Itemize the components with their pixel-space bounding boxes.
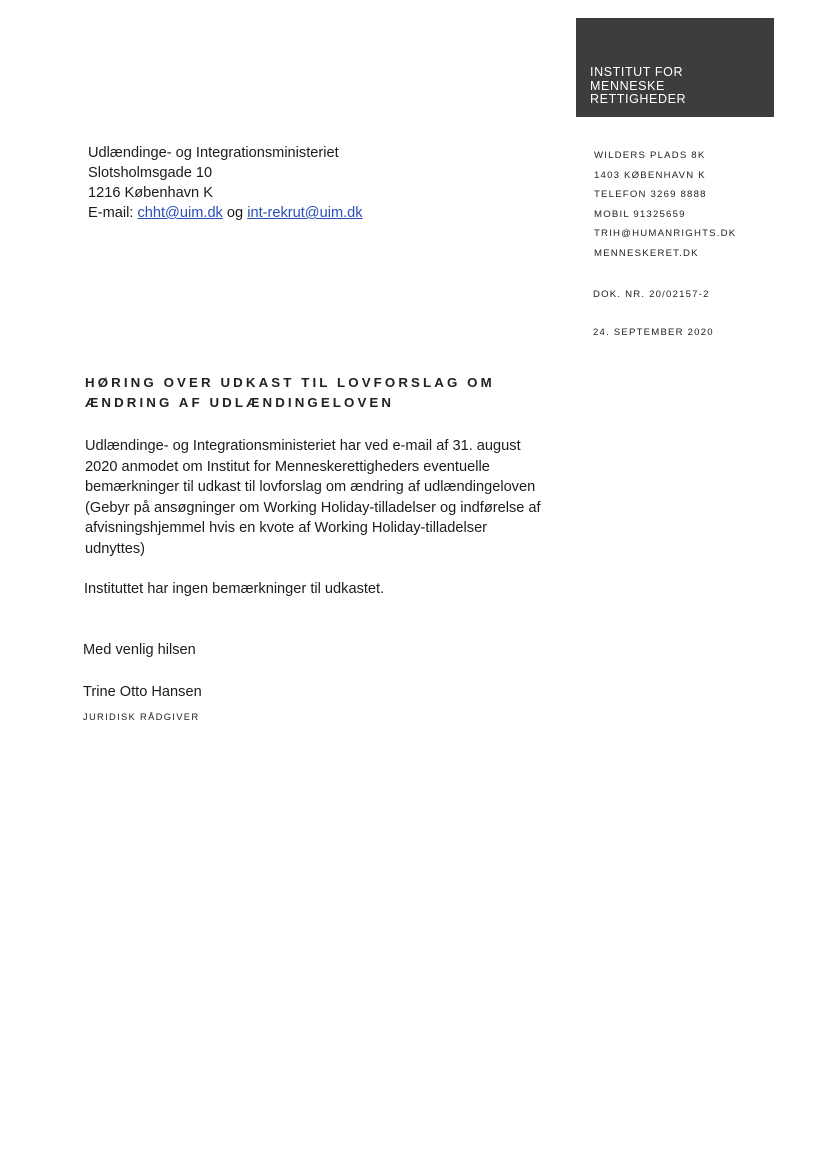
recipient-street: Slotsholmsgade 10 xyxy=(88,165,213,181)
body-line: (Gebyr på ansøgninger om Working Holiday-tilladelser og indførelse af xyxy=(85,499,541,516)
sender-phone: TELEFON 3269 8888 xyxy=(594,189,707,200)
signer-title: JURIDISK RÅDGIVER xyxy=(83,711,200,722)
body-line: udnyttes) xyxy=(85,540,146,557)
body-line: bemærkninger til udkast til lovforslag om ændring af udlændingeloven xyxy=(85,479,536,495)
heading-line: HØRING OVER UDKAST TIL LOVFORSLAG OM xyxy=(85,375,495,390)
letter-date: 24. SEPTEMBER 2020 xyxy=(593,327,714,338)
recipient-address xyxy=(88,143,363,223)
sender-contact-block xyxy=(594,150,736,267)
letter-heading xyxy=(85,373,495,413)
email-prefix: E-mail: xyxy=(88,205,134,221)
logo-line: MENNESKE xyxy=(590,78,665,93)
sender-mobile: MOBIL 91325659 xyxy=(594,208,686,220)
body-paragraph xyxy=(85,436,575,559)
sender-city: 1403 KØBENHAVN K xyxy=(594,169,706,181)
body-line: Udlændinge- og Integrationsministeriet har ved e-mail af 31. august xyxy=(85,438,521,454)
body-line: afvisningshjemmel hvis en kvote af Working Holiday-tilladelser xyxy=(85,520,488,536)
heading-line: ÆNDRING AF UDLÆNDINGELOVEN xyxy=(85,395,395,410)
sender-website: MENNESKERET.DK xyxy=(594,247,699,259)
document-number: DOK. NR. 20/02157-2 xyxy=(593,289,710,300)
logo-text xyxy=(590,66,686,107)
email-link-secondary[interactable]: int-rekrut@uim.dk xyxy=(247,205,363,221)
body-paragraph-2: Instituttet har ingen bemærkninger til udkastet. xyxy=(84,581,385,597)
sender-email: TRIH@HUMANRIGHTS.DK xyxy=(594,228,737,239)
sender-address: WILDERS PLADS 8K xyxy=(594,150,706,161)
logo-line: RETTIGHEDER xyxy=(590,92,687,106)
body-line: 2020 anmodet om Institut for Menneskerettigheders eventuelle xyxy=(85,458,490,475)
email-link-primary[interactable]: chht@uim.dk xyxy=(137,205,223,221)
signer-name: Trine Otto Hansen xyxy=(83,684,202,700)
closing-greeting: Med venlig hilsen xyxy=(83,642,196,658)
recipient-email-line xyxy=(88,203,363,223)
email-joiner: og xyxy=(226,205,244,221)
institute-logo xyxy=(576,18,774,117)
recipient-name: Udlændinge- og Integrationsministeriet xyxy=(88,145,339,161)
recipient-city: 1216 København K xyxy=(88,185,213,201)
logo-line: INSTITUT FOR xyxy=(590,65,684,79)
